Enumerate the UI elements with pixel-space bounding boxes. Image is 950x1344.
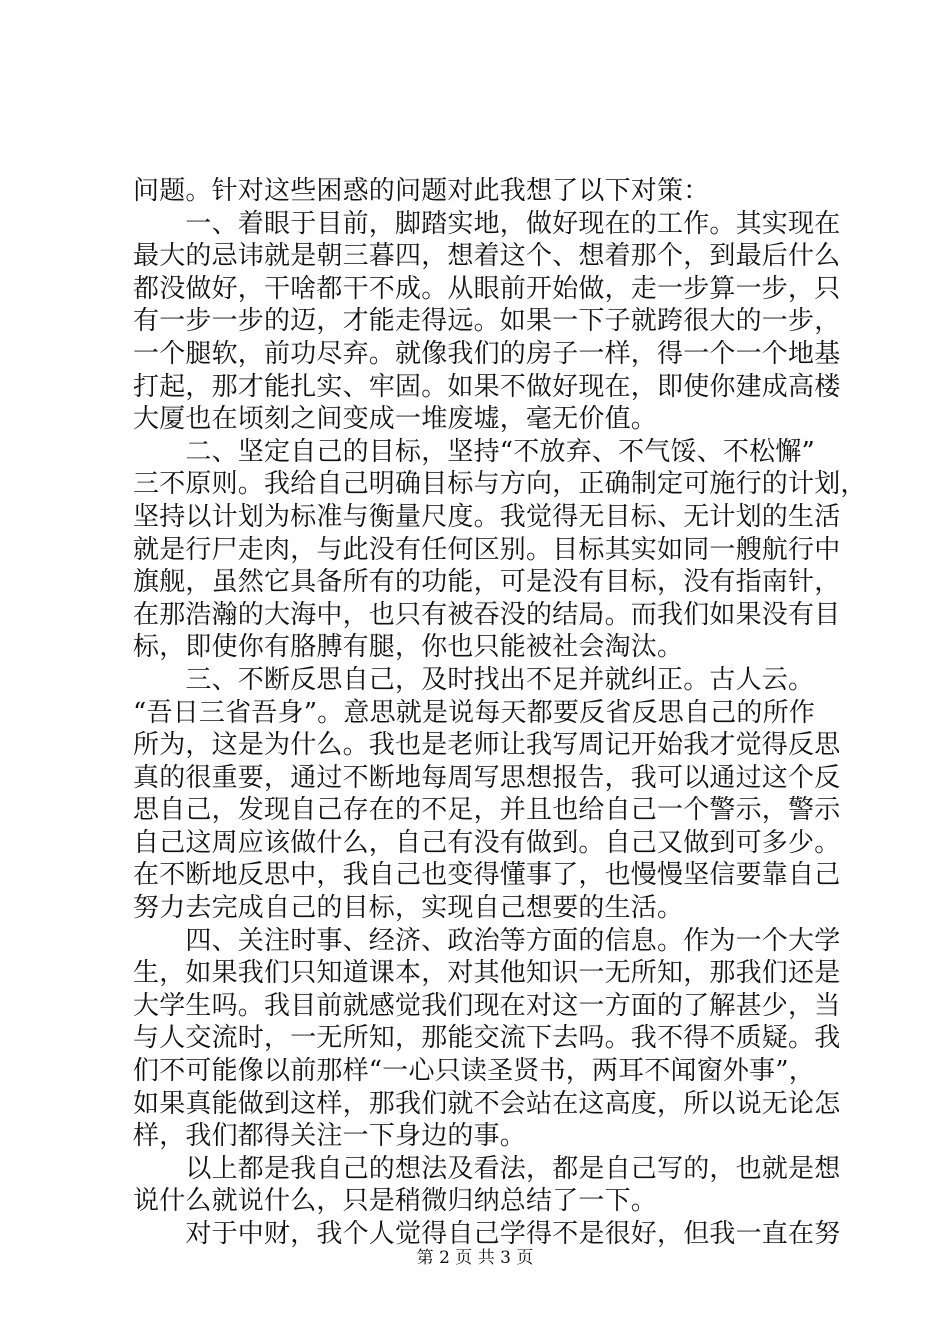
text-line: 真的很重要，通过不断地每周写思想报告，我可以通过这个反 [133,762,841,793]
text-line: 问题。针对这些困惑的问题对此我想了以下对策： [133,176,710,206]
text-line: 三、不断反思自己，及时找出不足并就纠正。古人云。 [133,664,815,695]
text-line: 标，即使你有胳膊有腿，你也只能被社会淘汰。 [133,632,684,663]
text-line: 们不可能像以前那样“一心只读圣贤书，两耳不闻窗外事”， [133,1056,815,1087]
page-footer: 第 2 页 共 3 页 [416,1248,534,1268]
text-line: 与人交流时，一无所知，那能交流下去吗。我不得不质疑。我 [133,1023,841,1054]
text-line: 所为，这是为什么。我也是老师让我写周记开始我才觉得反思 [133,730,841,761]
text-line: 生，如果我们只知道课本，对其他知识一无所知，那我们还是 [133,958,841,989]
text-line: 样，我们都得关注一下身边的事。 [133,1121,527,1152]
text-line: 说什么就说什么，只是稍微归纳总结了一下。 [133,1186,658,1217]
text-line: 如果真能做到这样，那我们就不会站在这高度，所以说无论怎 [133,1088,841,1119]
text-line: 努力去完成自己的目标，实现自己想要的生活。 [133,893,684,924]
text-line: 打起，那才能扎实、牢固。如果不做好现在，即使你建成高楼 [133,371,841,402]
text-line: 二、坚定自己的目标，坚持“不放弃、不气馁、不松懈” [133,436,815,467]
text-line: 一个腿软，前功尽弃。就像我们的房子一样，得一个一个地基 [133,338,841,369]
text-line: 大学生吗。我目前就感觉我们现在对这一方面的了解甚少，当 [133,990,841,1021]
text-line: “吾日三省吾身”。意思就是说每天都要反省反思自己的所作 [133,697,815,728]
body-text [133,175,867,1251]
text-line: 有一步一步的迈，才能走得远。如果一下子就跨很大的一步， [133,306,841,337]
text-line: 大厦也在顷刻之间变成一堆废墟，毫无价值。 [133,404,658,435]
text-line: 对于中财，我个人觉得自己学得不是很好，但我一直在努 [133,1219,841,1249]
text-line: 最大的忌讳就是朝三暮四，想着这个、想着那个，到最后什么 [133,241,841,272]
text-line: 思自己，发现自己存在的不足，并且也给自己一个警示，警示 [133,795,841,826]
text-line: 三不原则。我给自己明确目标与方向，正确制定可施行的计划， [133,469,867,500]
text-line: 就是行尸走肉，与此没有任何区别。目标其实如同一艘航行中 [133,534,841,565]
text-line: 以上都是我自己的想法及看法，都是自己写的，也就是想 [133,1153,841,1184]
text-line: 自己这周应该做什么，自己有没有做到。自己又做到可多少。 [133,827,841,858]
text-line: 坚持以计划为标准与衡量尺度。我觉得无目标、无计划的生活 [133,501,841,532]
text-line: 在那浩瀚的大海中，也只有被吞没的结局。而我们如果没有目 [133,599,841,630]
text-line: 都没做好，干啥都干不成。从眼前开始做，走一步算一步，只 [133,273,841,304]
text-line: 在不断地反思中，我自己也变得懂事了，也慢慢坚信要靠自己 [133,860,841,891]
text-line: 四、关注时事、经济、政治等方面的信息。作为一个大学 [133,925,841,956]
text-line: 一、着眼于目前，脚踏实地，做好现在的工作。其实现在 [133,208,841,239]
text-line: 旗舰，虽然它具备所有的功能，可是没有目标，没有指南针， [133,567,841,598]
